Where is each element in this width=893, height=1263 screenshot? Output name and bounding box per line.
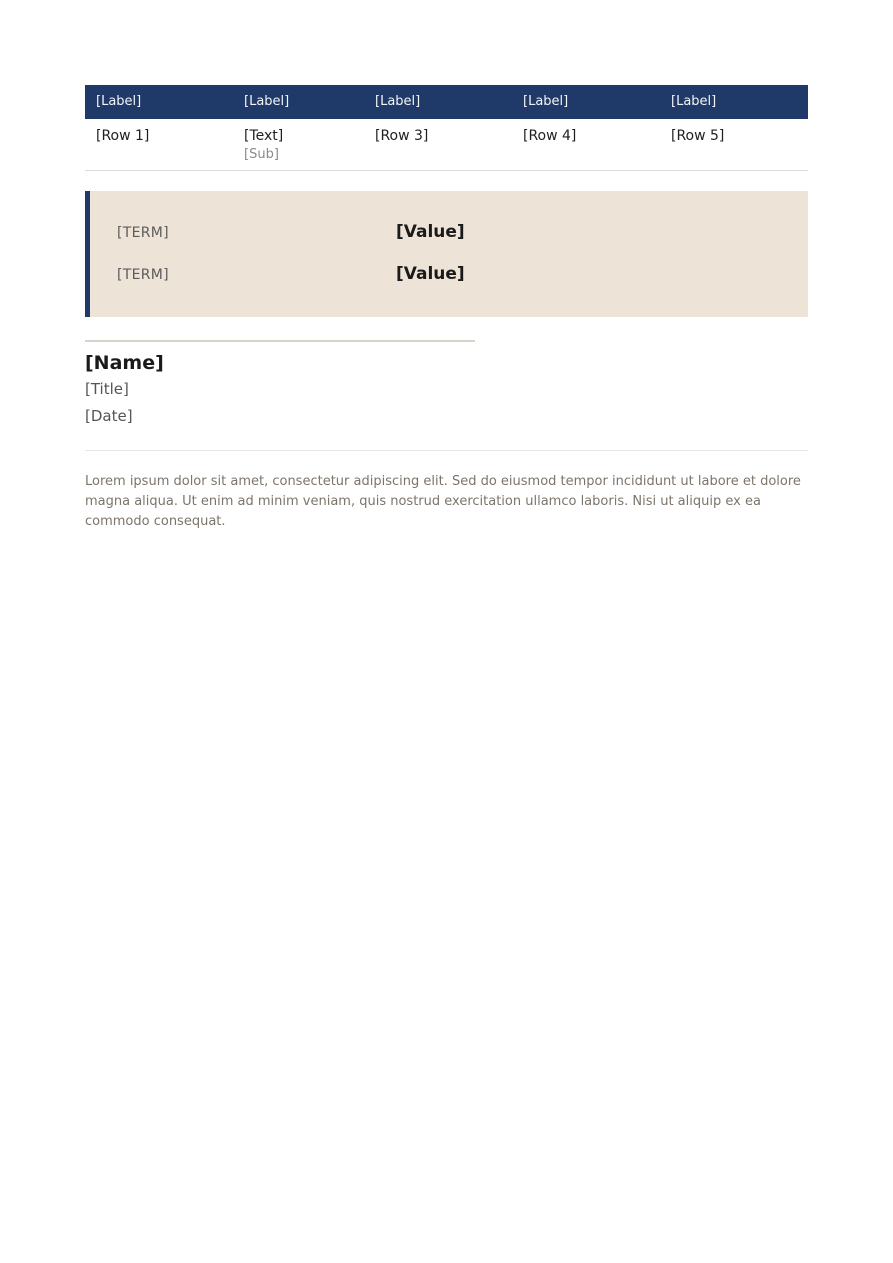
table-header-cell: [Label] — [96, 94, 142, 109]
table-cell: [Row 3] — [375, 128, 429, 144]
term-row — [117, 264, 465, 284]
table-row — [85, 119, 808, 171]
footnote-text: Lorem ipsum dolor sit amet, consectetur adipiscing elit. Sed do eiusmod tempor incididunt ut labore et dolore magna aliqua. Ut enim ad minim veniam, quis nostrud exercitation ullamco laboris. Nisi ut aliquip ex ea commodo consequat. — [85, 474, 801, 529]
data-table — [85, 85, 808, 171]
table-header-cell: [Label] — [375, 94, 421, 109]
table-cell-with-sub — [233, 127, 364, 170]
term-label: [TERM] — [117, 225, 169, 241]
term-row — [117, 222, 465, 242]
signature-line — [85, 340, 475, 342]
signature-name: [Name] — [85, 352, 164, 374]
divider — [85, 450, 808, 451]
table-cell: [Row 4] — [523, 128, 577, 144]
table-header-cell: [Label] — [244, 94, 290, 109]
table-header-row — [85, 85, 808, 119]
signature-date: [Date] — [85, 407, 133, 425]
signature-title: [Title] — [85, 380, 129, 398]
table-cell-text: [Text] — [244, 128, 284, 144]
table-header-cell: [Label] — [671, 94, 717, 109]
table-header-cell: [Label] — [523, 94, 569, 109]
term-panel — [85, 191, 808, 317]
term-value: [Value] — [396, 222, 465, 242]
term-value: [Value] — [396, 264, 465, 284]
table-cell-subtext: [Sub] — [244, 147, 279, 162]
term-label: [TERM] — [117, 267, 169, 283]
table-cell: [Row 1] — [96, 128, 150, 144]
table-cell: [Row 5] — [671, 128, 725, 144]
